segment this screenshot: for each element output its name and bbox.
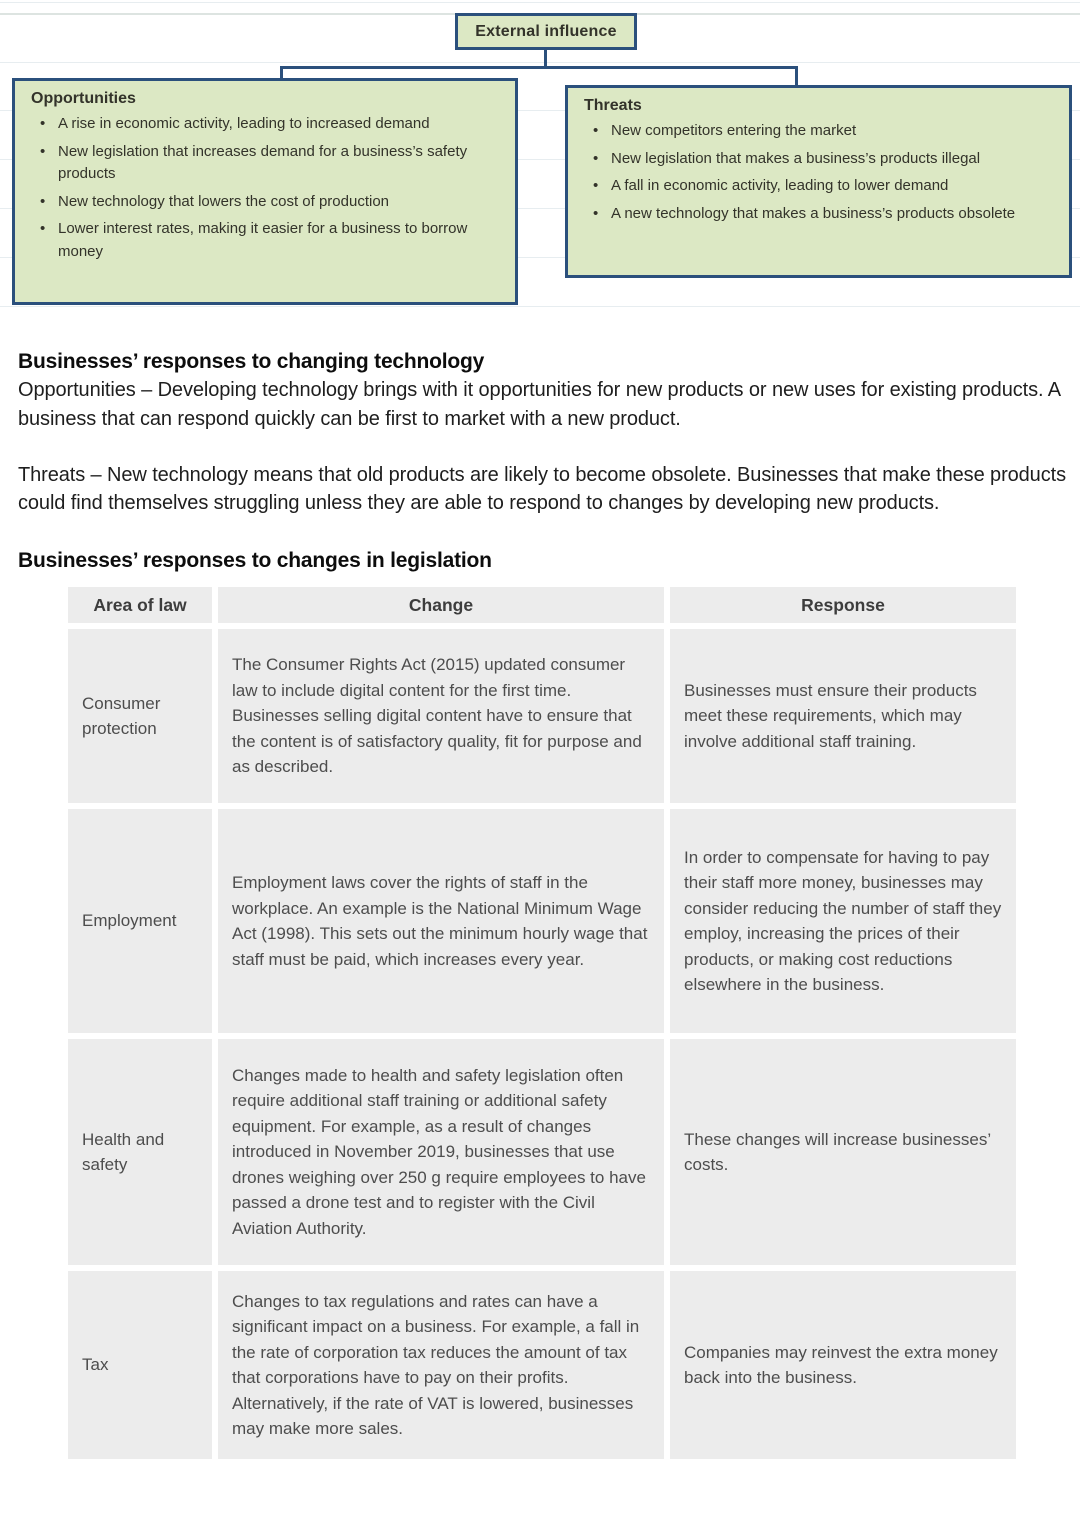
opportunities-item: • A rise in economic activity, leading to increased demand	[31, 113, 501, 136]
threats-title: Threats	[584, 97, 642, 114]
opportunities-item: • Lower interest rates, making it easier for a business to borrow money	[31, 218, 501, 263]
threats-list	[584, 120, 1055, 225]
threats-item: • A new technology that makes a business’s products obsolete	[584, 203, 1055, 226]
paragraph-opportunities: Opportunities – Developing technology brings with it opportunities for new products or new uses for existing products. A business that can respond quickly can be first to market with a new product.	[18, 379, 1060, 430]
external-influence-node	[455, 13, 637, 50]
table-cell-response: Businesses must ensure their products meet these requirements, which may involve additional staff training.	[670, 629, 1016, 803]
paragraph-threats: Threats – New technology means that old products are likely to become obsolete. Businesses that make these products could find themselves struggling unless they are able to respond to changes by developing new products.	[18, 463, 1066, 515]
opportunities-box	[12, 78, 518, 305]
opportunities-list	[31, 113, 501, 263]
table-header-area: Area of law	[68, 587, 212, 623]
threats-item: • New legislation that makes a business’s products illegal	[584, 148, 1055, 171]
opportunities-title: Opportunities	[31, 90, 136, 107]
table-header-response: Response	[670, 587, 1016, 623]
table-header-change: Change	[218, 587, 664, 623]
opportunities-item: • New legislation that increases demand for a business’s safety products	[31, 141, 501, 186]
connector-stem	[544, 50, 547, 67]
threats-item: • A fall in economic activity, leading to lower demand	[584, 175, 1055, 198]
table-cell-area: Health and safety	[68, 1039, 212, 1265]
table-cell-response: Companies may reinvest the extra money back into the business.	[670, 1271, 1016, 1459]
content-area	[18, 350, 1066, 1459]
connector-horizontal	[280, 66, 798, 69]
table-cell-response: These changes will increase businesses’ costs.	[670, 1039, 1016, 1265]
table-cell-area: Tax	[68, 1271, 212, 1459]
table-cell-area: Consumer protection	[68, 629, 212, 803]
table-cell-change: Employment laws cover the rights of staff in the workplace. An example is the National Minimum Wage Act (1998). This sets out the minimum hourly wage that staff must be paid, which increases every year.	[218, 809, 664, 1033]
heading-changes-legislation: Businesses’ responses to changes in legislation	[18, 549, 492, 573]
heading-changing-technology: Businesses’ responses to changing technology	[18, 350, 485, 373]
connector-right-drop	[795, 66, 798, 86]
opportunities-item: • New technology that lowers the cost of production	[31, 191, 501, 214]
table-cell-change: Changes to tax regulations and rates can have a significant impact on a business. For example, a fall in the rate of corporation tax reduces the amount of tax that corporations have to pay on their profits. Alternatively, if the rate of VAT is lowered, businesses may make more sales.	[218, 1271, 664, 1459]
table-cell-change: The Consumer Rights Act (2015) updated consumer law to include digital content for the first time. Businesses selling digital content have to ensure that the content is of satisfactory quality, fit for purpose and as described.	[218, 629, 664, 803]
table-cell-area: Employment	[68, 809, 212, 1033]
threats-box	[565, 85, 1072, 278]
table-cell-response: In order to compensate for having to pay their staff more money, businesses may consider reducing the number of staff they employ, increasing the prices of their products, or making cost reductions elsewhere in the business.	[670, 809, 1016, 1033]
external-influence-label: External influence	[475, 22, 617, 40]
legislation-table	[68, 587, 1012, 1459]
table-cell-change: Changes made to health and safety legislation often require additional staff training or additional safety equipment. For example, as a result of changes introduced in November 2019, businesses that use drones weighing over 250 g require employees to have passed a drone test and to register with the Civil Aviation Authority.	[218, 1039, 664, 1265]
threats-item: • New competitors entering the market	[584, 120, 1055, 143]
